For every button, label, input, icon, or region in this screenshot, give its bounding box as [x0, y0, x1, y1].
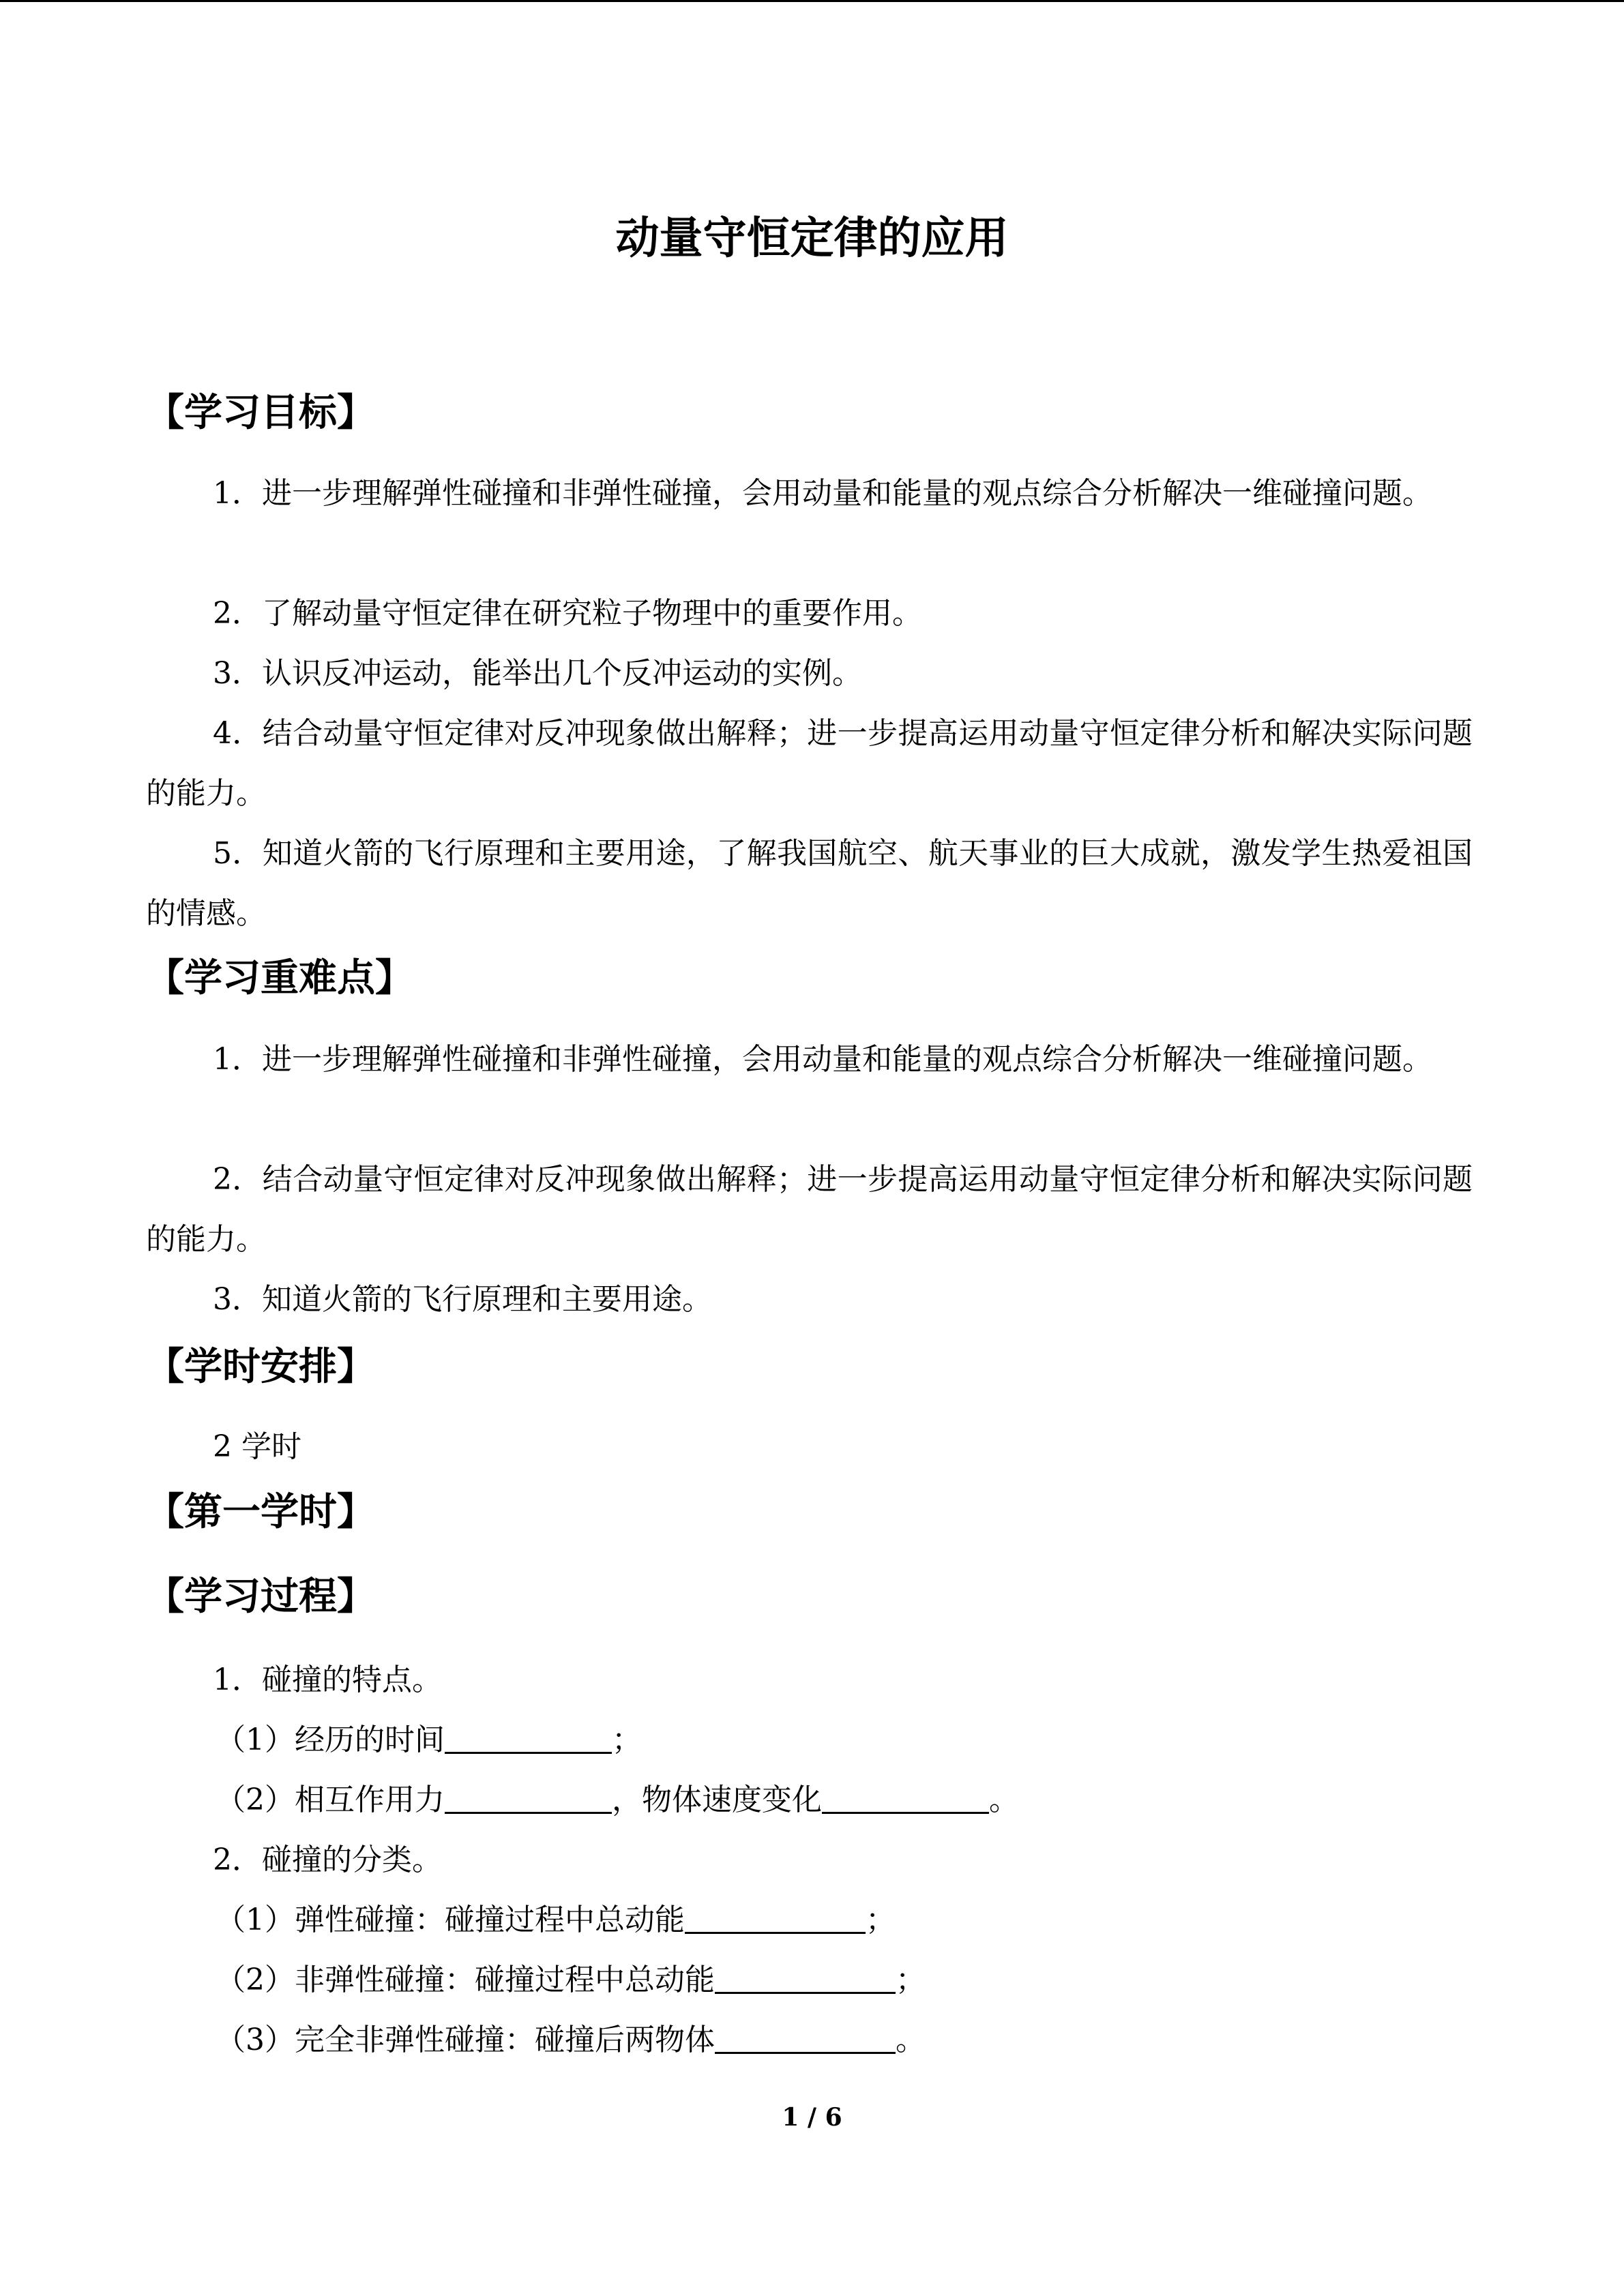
q2-1-suffix: ； — [866, 1903, 896, 1937]
q2-3-prefix: （3）完全非弹性碰撞：碰撞后两物体 — [216, 2023, 715, 2057]
heading-objectives: 【学习目标】 — [146, 391, 375, 435]
objective-item-1: 1．进一步理解弹性碰撞和非弹性碰撞，会用动量和能量的观点综合分析解决一维碰撞问题。 — [213, 476, 1432, 511]
objective-item-4: 4．结合动量守恒定律对反冲现象做出解释；进一步提高运用动量守恒定律分析和解决实际问题的能力。 — [146, 716, 1473, 811]
answer-blank — [822, 1782, 989, 1814]
process-q1-1 — [216, 1710, 642, 1770]
q2-2-prefix: （2）非弹性碰撞：碰撞过程中总动能 — [216, 1963, 715, 1997]
objective-item-5: 5．知道火箭的飞行原理和主要用途，了解我国航空、航天事业的巨大成就，激发学生热爱祖国的情感。 — [146, 836, 1473, 931]
objective-item-2: 2．了解动量守恒定律在研究粒子物理中的重要作用。 — [213, 596, 922, 631]
heading-schedule: 【学时安排】 — [146, 1345, 375, 1389]
process-q1: 1．碰撞的特点。 — [213, 1663, 442, 1697]
q1-1-prefix: （1）经历的时间 — [216, 1723, 445, 1757]
q2-3-suffix: 。 — [896, 2023, 926, 2057]
process-q2-1 — [216, 1890, 896, 1950]
q2-1-prefix: （1）弹性碰撞：碰撞过程中总动能 — [216, 1903, 685, 1937]
answer-blank — [445, 1722, 612, 1754]
answer-blank — [445, 1782, 612, 1814]
key-point-item-1: 1．进一步理解弹性碰撞和非弹性碰撞，会用动量和能量的观点综合分析解决一维碰撞问题。 — [213, 1042, 1432, 1077]
heading-process: 【学习过程】 — [146, 1575, 375, 1619]
process-q2-3 — [216, 2010, 926, 2070]
page-title: 动量守恒定律的应用 — [615, 213, 1009, 264]
q1-1-suffix: ； — [612, 1723, 642, 1757]
q1-2-suffix: 。 — [989, 1783, 1019, 1817]
q1-2-mid: ，物体速度变化 — [612, 1783, 822, 1817]
answer-blank — [715, 2022, 896, 2054]
key-point-item-3: 3．知道火箭的飞行原理和主要用途。 — [213, 1282, 712, 1317]
process-q1-2 — [216, 1770, 1019, 1830]
heading-first-period: 【第一学时】 — [146, 1490, 375, 1534]
heading-key-points: 【学习重难点】 — [146, 956, 413, 1000]
answer-blank — [715, 1962, 896, 1994]
objective-item-3: 3．认识反冲运动，能举出几个反冲运动的实例。 — [213, 656, 862, 691]
process-q2-2 — [216, 1950, 926, 2010]
page-number: 1 / 6 — [782, 2103, 842, 2132]
process-q2: 2．碰撞的分类。 — [213, 1843, 442, 1877]
q1-2-prefix: （2）相互作用力 — [216, 1783, 445, 1817]
q2-2-suffix: ； — [896, 1963, 926, 1997]
key-point-item-2: 2．结合动量守恒定律对反冲现象做出解释；进一步提高运用动量守恒定律分析和解决实际问题的能力。 — [146, 1162, 1473, 1257]
schedule-text: 2 学时 — [213, 1429, 301, 1464]
answer-blank — [685, 1902, 866, 1934]
